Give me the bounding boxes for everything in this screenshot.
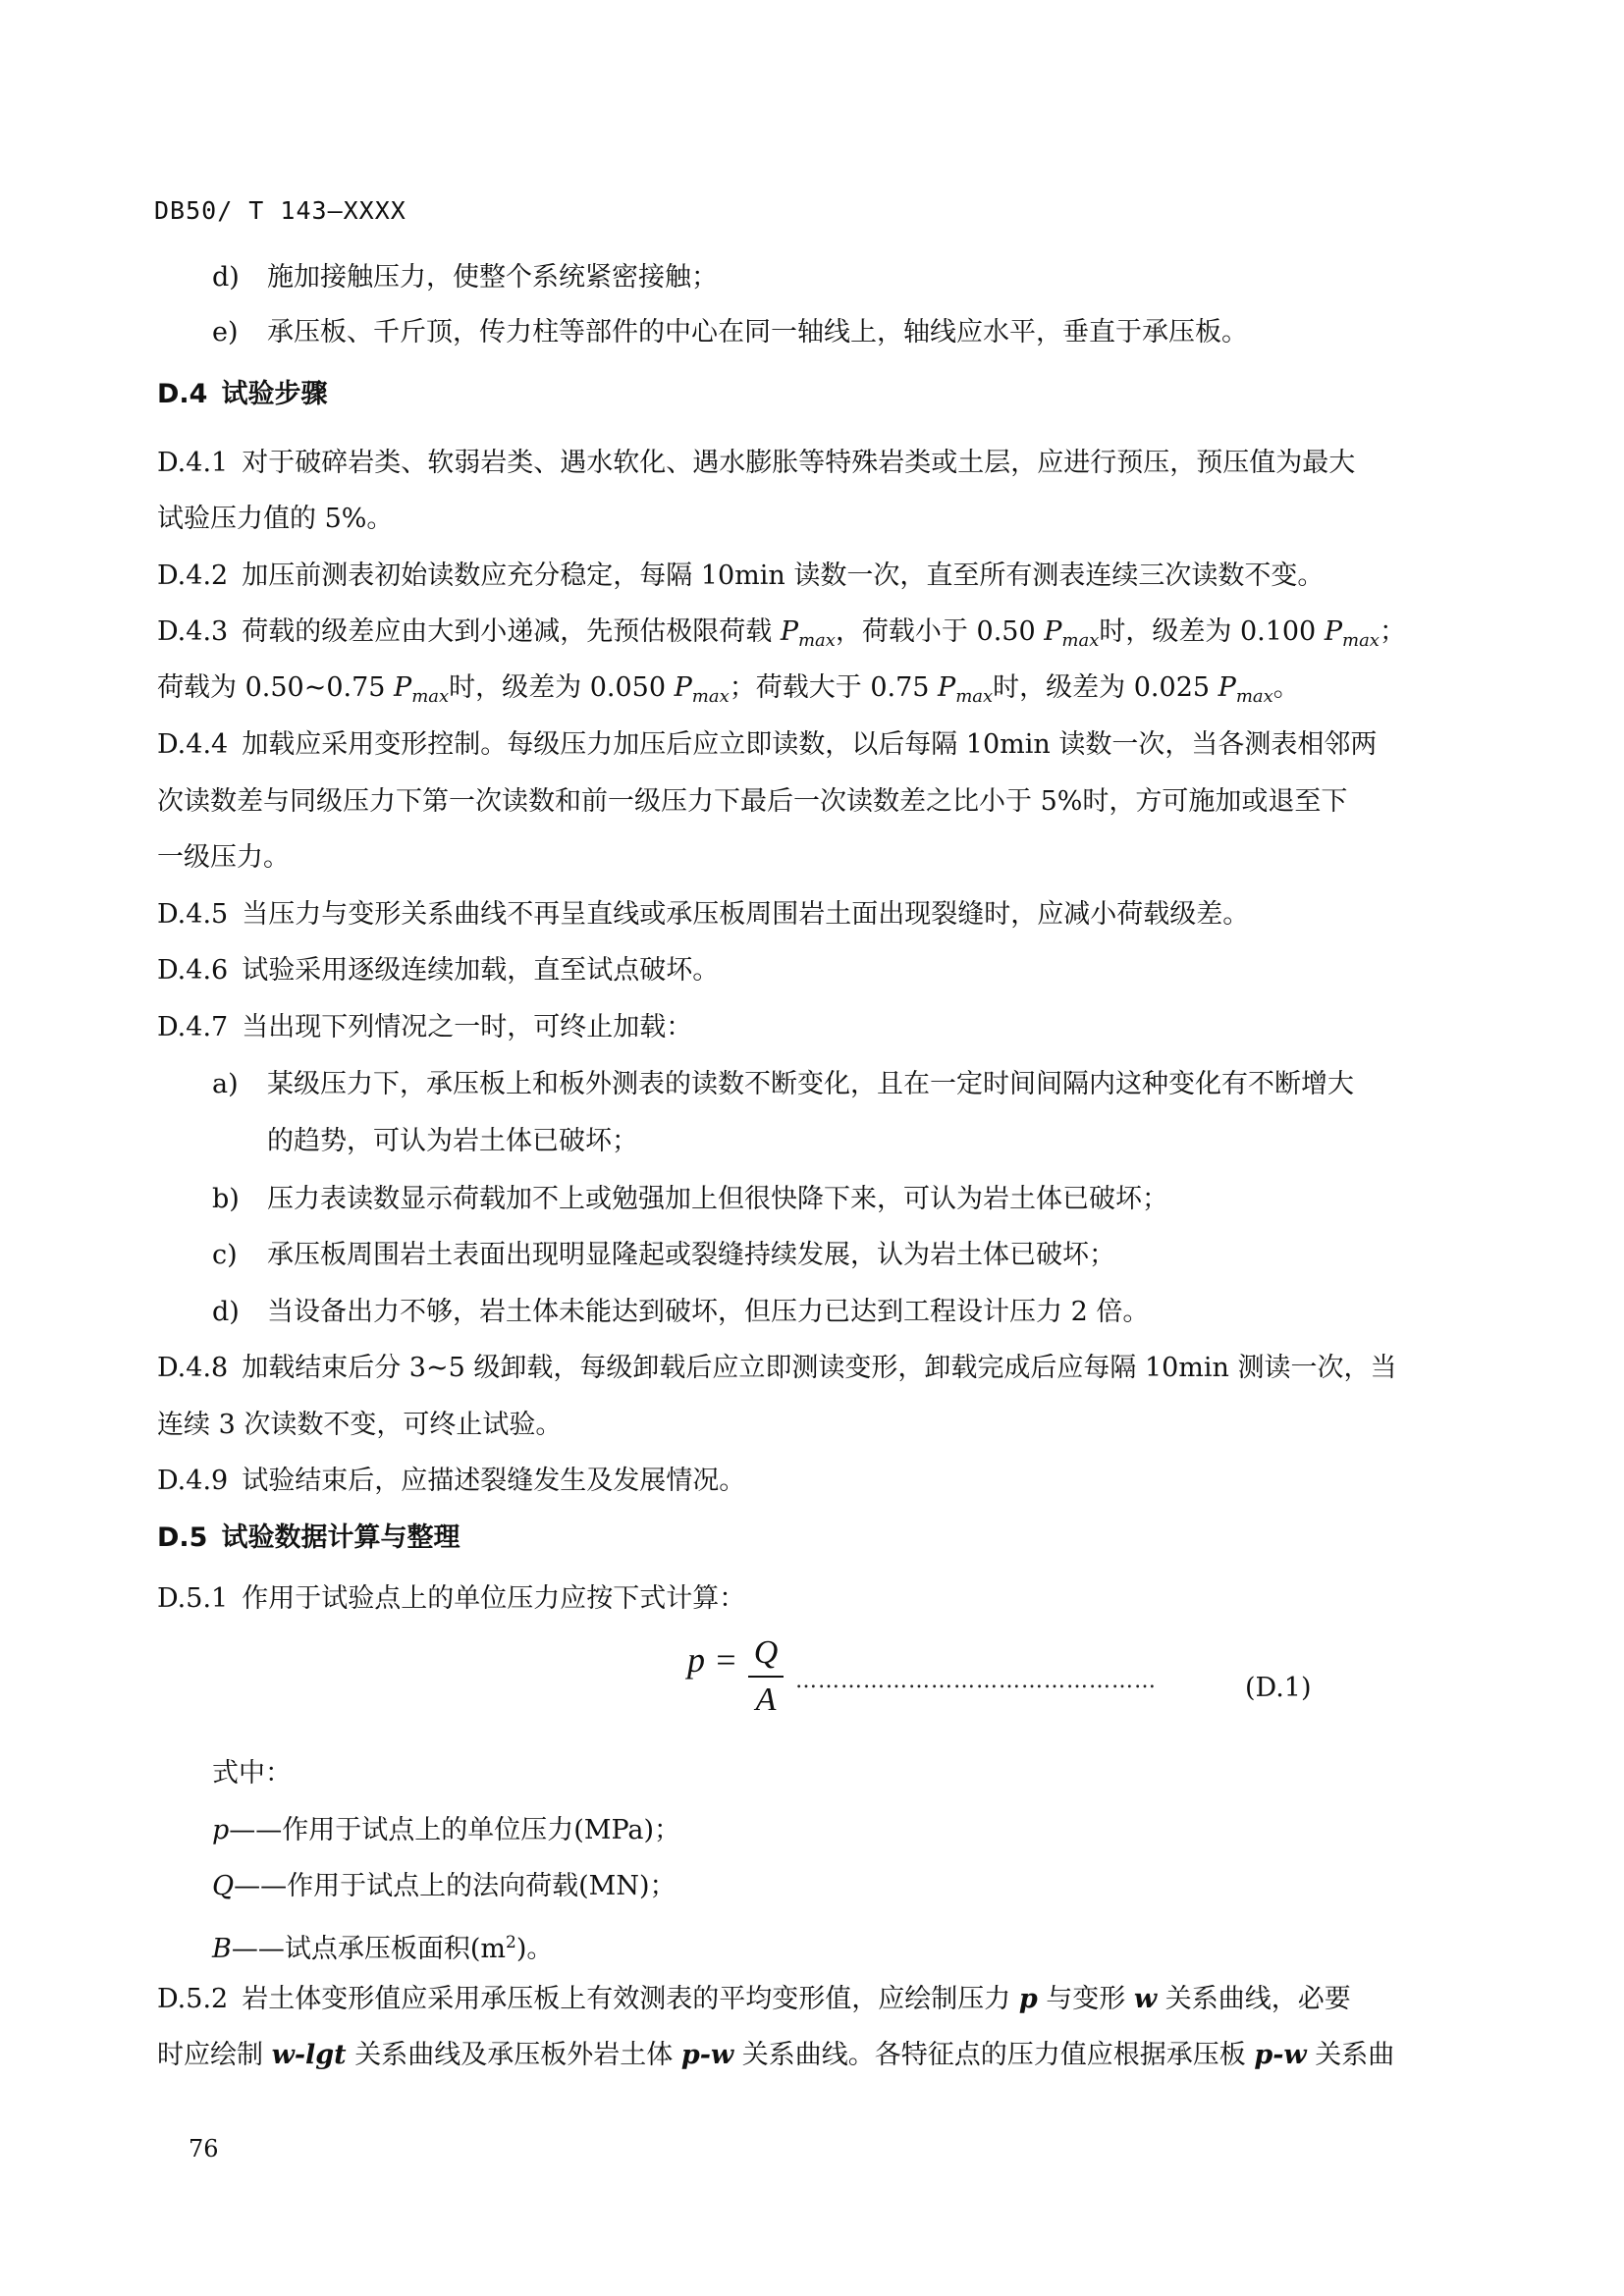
paragraph-d47: D.4.7 当出现下列情况之一时，可终止加载： bbox=[157, 1012, 693, 1042]
list-item: a) 某级压力下，承压板上和板外测表的读数不断变化，且在一定时间间隔内这种变化有不断增大 bbox=[212, 1069, 1354, 1099]
paragraph-d43: D.4.3 荷载的级差应由大到小递减，先预估极限荷载 $P_{max}$，荷载小于 0.50 $P_{max}$时，级差为 0.100 $P_{max}$； bbox=[157, 616, 1406, 651]
paragraph-d46: D.4.6 试验采用逐级连续加载，直至试点破坏。 bbox=[157, 955, 720, 986]
formula-lhs: p = bbox=[687, 1640, 738, 1680]
paragraph-d49: D.4.9 试验结束后，应描述裂缝发生及发展情况。 bbox=[157, 1466, 746, 1496]
paragraph-d48: D.4.8 加载结束后分 3~5 级卸载，每级卸载后应立即测读变形，卸载完成后应每隔 10min 测读一次，当 bbox=[157, 1353, 1397, 1383]
equation-number: (D.1) bbox=[1245, 1673, 1312, 1703]
section-heading-d4: D.4 试验步骤 bbox=[157, 379, 328, 409]
paragraph-d45: D.4.5 当压力与变形关系曲线不再呈直线或承压板周围岩土面出现裂缝时，应减小荷载级差。 bbox=[157, 899, 1250, 930]
paragraph-d44-cont: 次读数差与同级压力下第一次读数和前一级压力下最后一次读数差之比小于 5%时，方可施加或退至下 bbox=[157, 786, 1348, 817]
formula-leader-dots: ………………………………………… bbox=[795, 1669, 1157, 1693]
where-label: 式中： bbox=[212, 1758, 292, 1789]
doc-code-header: DB50/ T 143—XXXX bbox=[154, 196, 406, 225]
paragraph-d44-cont: 一级压力。 bbox=[157, 842, 290, 873]
variable-definition: p——作用于试点上的单位压力(MPa)； bbox=[212, 1815, 681, 1845]
list-item: c) 承压板周围岩土表面出现明显隆起或裂缝持续发展，认为岩土体已破坏； bbox=[212, 1240, 1115, 1270]
paragraph-d51: D.5.1 作用于试验点上的单位压力应按下式计算： bbox=[157, 1583, 746, 1614]
paragraph-d52-cont: 时应绘制 w-lgt 关系曲线及承压板外岩土体 p-w 关系曲线。各特征点的压力值应根据承压板 p-w 关系曲 bbox=[157, 2040, 1395, 2070]
formula-fraction bbox=[748, 1634, 784, 1719]
list-item: b) 压力表读数显示荷载加不上或勉强加上但很快降下来，可认为岩土体已破坏； bbox=[212, 1184, 1168, 1214]
paragraph-d48-cont: 连续 3 次读数不变，可终止试验。 bbox=[157, 1410, 563, 1440]
formula-numerator: Q bbox=[753, 1634, 779, 1671]
list-item: d) 当设备出力不够，岩土体未能达到破坏，但压力已达到工程设计压力 2 倍。 bbox=[212, 1297, 1150, 1327]
paragraph-d41: D.4.1 对于破碎岩类、软弱岩类、遇水软化、遇水膨胀等特殊岩类或土层，应进行预压，预压值为最大 bbox=[157, 448, 1356, 478]
section-heading-d5: D.5 试验数据计算与整理 bbox=[157, 1522, 460, 1553]
formula-denominator: A bbox=[755, 1682, 777, 1718]
list-item-cont: 的趋势，可认为岩土体已破坏； bbox=[267, 1126, 638, 1156]
paragraph-d42: D.4.2 加压前测表初始读数应充分稳定，每隔 10min 读数一次，直至所有测表连续三次读数不变。 bbox=[157, 561, 1325, 591]
list-item: d) 施加接触压力，使整个系统紧密接触； bbox=[212, 262, 718, 293]
fraction-bar bbox=[748, 1676, 784, 1678]
paragraph-d41-cont: 试验压力值的 5%。 bbox=[157, 504, 394, 534]
paragraph-d44: D.4.4 加载应采用变形控制。每级压力加压后应立即读数，以后每隔 10min 读数一次，当各测表相邻两 bbox=[157, 729, 1378, 760]
list-item: e) 承压板、千斤顶，传力柱等部件的中心在同一轴线上，轴线应水平，垂直于承压板。 bbox=[212, 317, 1248, 347]
paragraph-d52: D.5.2 岩土体变形值应采用承压板上有效测表的平均变形值，应绘制压力 p 与变形 w 关系曲线，必要 bbox=[157, 1984, 1351, 2014]
paragraph-d43-cont: 荷载为 0.50~0.75 $P_{max}$时，级差为 0.050 $P_{max}$；荷载大于 0.75 $P_{max}$时，级差为 0.025 $P_{max}$。 bbox=[157, 672, 1300, 707]
page-number: 76 bbox=[189, 2135, 219, 2163]
variable-definition: B——试点承压板面积$(m^2)$。 bbox=[212, 1933, 554, 1964]
variable-definition: Q——作用于试点上的法向荷载(MN)； bbox=[212, 1871, 677, 1901]
